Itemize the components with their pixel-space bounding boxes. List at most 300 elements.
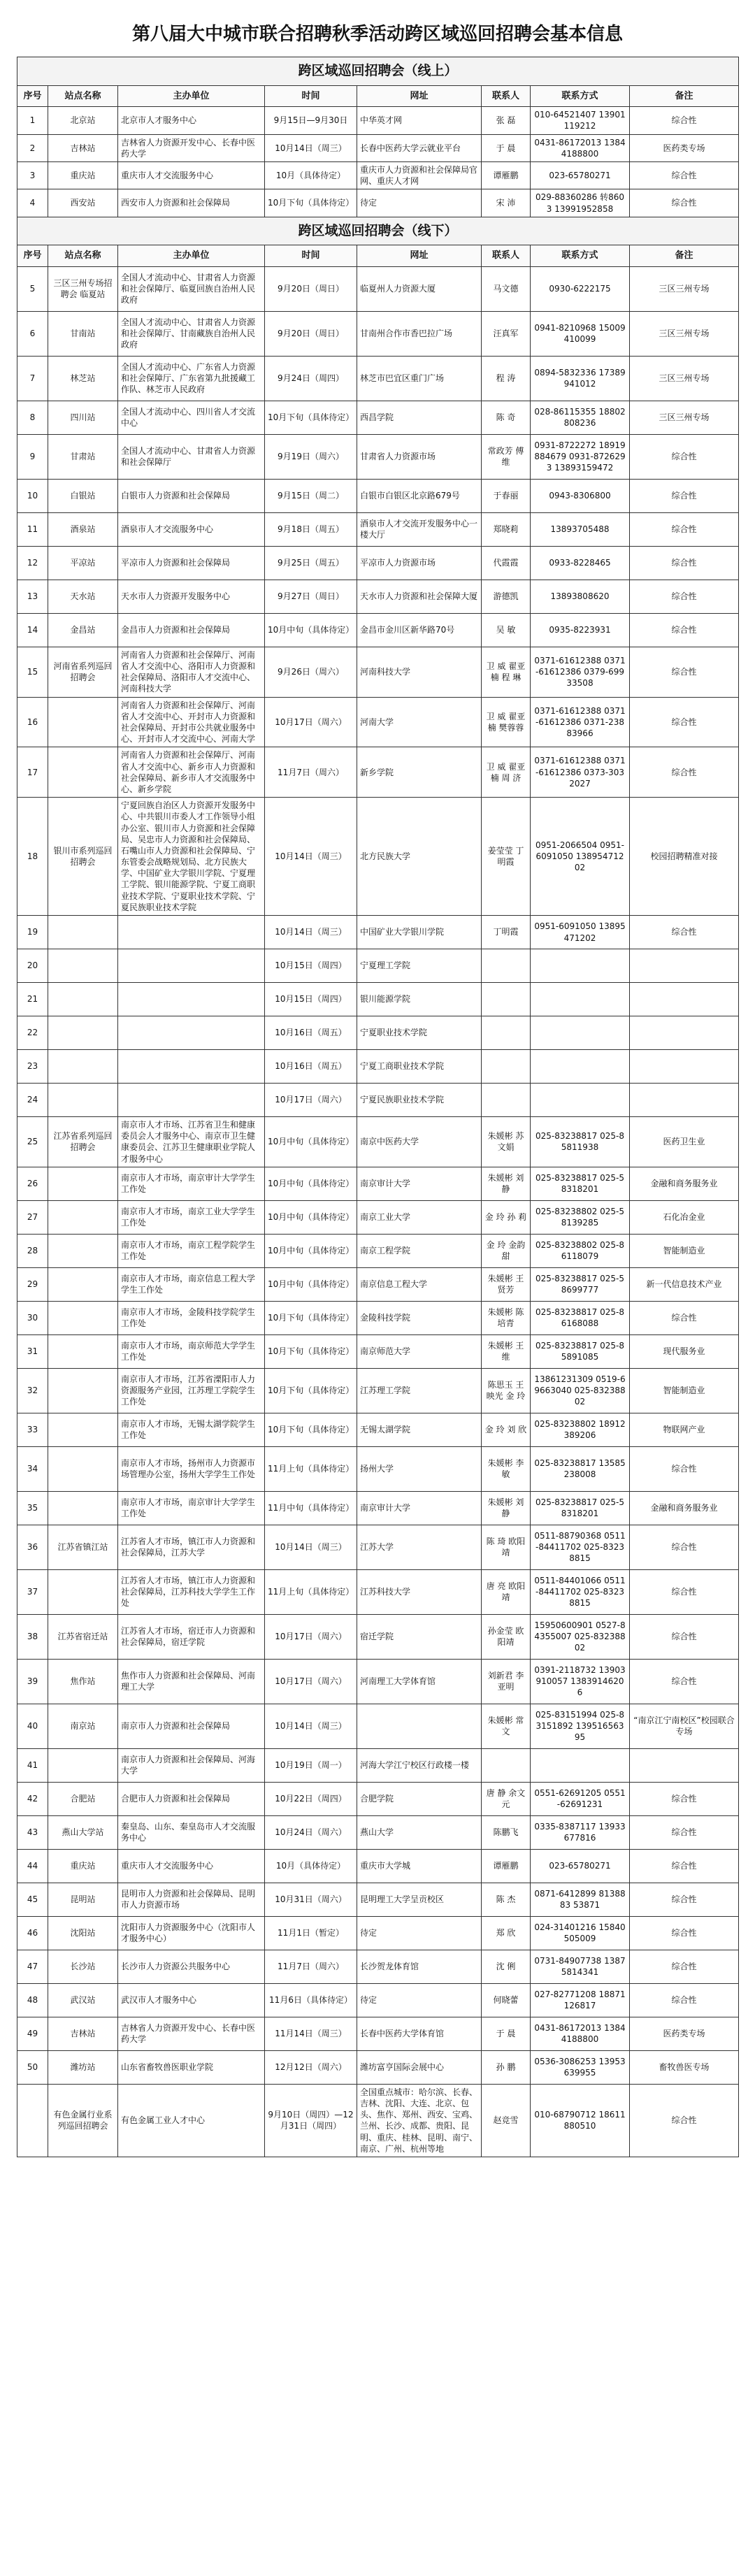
contact-cell: 陈 奇 <box>482 401 531 434</box>
table-row <box>17 2017 739 2050</box>
time-cell: 9月19日（周六） <box>265 434 357 479</box>
organizer-cell: 河南省人力资源和社会保障厅、河南省人才交流中心、新乡市人力资源和社会保障局、新乡市人才交流服务中心、新乡学院 <box>118 747 265 798</box>
contact-cell: 刘新君 李亚明 <box>482 1659 531 1704</box>
contact-cell: 于春丽 <box>482 479 531 512</box>
organizer-cell: 河南省人力资源和社会保障厅、河南省人才交流中心、开封市人力资源和社会保障局、开封市公共就业服务中心、开封市人才交流中心、河南大学 <box>118 697 265 747</box>
station-cell <box>48 1267 118 1301</box>
station-cell <box>48 1368 118 1413</box>
phone-cell: 025-83238802 025-86118079 <box>531 1234 630 1267</box>
time-cell: 10月24日（周六） <box>265 1815 357 1849</box>
contact-cell: 唐 亮 欧阳靖 <box>482 1569 531 1614</box>
contact-cell: 沈 俐 <box>482 1950 531 1983</box>
table-row <box>17 1916 739 1950</box>
note-cell: 现代服务业 <box>630 1334 739 1368</box>
seq-cell: 37 <box>17 1569 48 1614</box>
venue-cell: 无锡太湖学院 <box>357 1413 482 1446</box>
table-row <box>17 1491 739 1525</box>
venue-cell: 扬州大学 <box>357 1446 482 1491</box>
station-cell: 吉林站 <box>48 2017 118 2050</box>
contact-cell: 汪真军 <box>482 311 531 356</box>
phone-cell: 13893808620 <box>531 580 630 613</box>
station-cell: 甘肃站 <box>48 434 118 479</box>
contact-cell: 张 磊 <box>482 107 531 134</box>
seq-cell: 18 <box>17 798 48 916</box>
note-cell: 校园招聘精准对接 <box>630 798 739 916</box>
organizer-cell: 山东省畜牧兽医职业学院 <box>118 2050 265 2084</box>
note-cell: 综合性 <box>630 1569 739 1614</box>
time-cell: 9月20日（周日） <box>265 266 357 311</box>
time-cell: 9月18日（周五） <box>265 512 357 546</box>
table-row <box>17 580 739 613</box>
seq-cell: 4 <box>17 189 48 217</box>
time-cell: 10月15日（周四） <box>265 983 357 1016</box>
contact-cell: 朱媛彬 王贤芳 <box>482 1267 531 1301</box>
seq-cell: 20 <box>17 949 48 983</box>
seq-cell: 3 <box>17 161 48 189</box>
seq-cell: 46 <box>17 1916 48 1950</box>
station-cell: 焦作站 <box>48 1659 118 1704</box>
venue-cell: 宿迁学院 <box>357 1614 482 1659</box>
seq-cell: 10 <box>17 479 48 512</box>
organizer-cell: 南京市人才市场，金陵科技学院学生工作处 <box>118 1301 265 1334</box>
table-row <box>17 134 739 161</box>
note-cell: 综合性 <box>630 1849 739 1883</box>
station-cell: 燕山大学站 <box>48 1815 118 1849</box>
venue-cell: 天水市人力资源和社会保障大厦 <box>357 580 482 613</box>
contact-cell: 陈 琦 欧阳靖 <box>482 1525 531 1569</box>
column-header: 网址 <box>357 85 482 107</box>
section-title: 跨区域巡回招聘会（线上） <box>17 57 739 86</box>
contact-cell: 陈 杰 <box>482 1883 531 1916</box>
venue-cell: 南京审计大学 <box>357 1167 482 1200</box>
time-cell: 10月31日（周六） <box>265 1883 357 1916</box>
organizer-cell: 重庆市人才交流服务中心 <box>118 161 265 189</box>
contact-cell: 朱媛彬 王 维 <box>482 1334 531 1368</box>
table-row <box>17 546 739 580</box>
note-cell: 综合性 <box>630 189 739 217</box>
venue-cell: 河南大学 <box>357 697 482 747</box>
venue-cell: 长春中医药大学云就业平台 <box>357 134 482 161</box>
note-cell: 综合性 <box>630 613 739 647</box>
phone-cell: 028-86115355 18802808236 <box>531 401 630 434</box>
note-cell: 综合性 <box>630 1950 739 1983</box>
table-row <box>17 1267 739 1301</box>
venue-cell: 南京工程学院 <box>357 1234 482 1267</box>
contact-cell: 谭雁鹏 <box>482 161 531 189</box>
time-cell: 10月中旬（具体待定） <box>265 1267 357 1301</box>
station-cell: 有色金属行业系列巡回招聘会 <box>48 2084 118 2157</box>
seq-cell <box>17 2084 48 2157</box>
venue-cell: 甘肃省人力资源市场 <box>357 434 482 479</box>
phone-cell: 13861231309 0519-69663040 025-83238802 <box>531 1368 630 1413</box>
station-cell <box>48 1491 118 1525</box>
seq-cell: 29 <box>17 1267 48 1301</box>
note-cell: 综合性 <box>630 1782 739 1815</box>
organizer-cell: 南京市人才市场，南京工业大学学生工作处 <box>118 1200 265 1234</box>
table-row <box>17 1815 739 1849</box>
contact-cell <box>482 1748 531 1782</box>
organizer-cell <box>118 949 265 983</box>
note-cell: 医药卫生业 <box>630 1117 739 1167</box>
note-cell: 综合性 <box>630 1983 739 2017</box>
seq-cell: 14 <box>17 613 48 647</box>
time-cell: 11月上旬（具体待定） <box>265 1569 357 1614</box>
phone-cell: 0536-3086253 13953639955 <box>531 2050 630 2084</box>
column-header: 站点名称 <box>48 85 118 107</box>
time-cell: 9月26日（周六） <box>265 647 357 697</box>
note-cell: 新一代信息技术产业 <box>630 1267 739 1301</box>
column-header: 站点名称 <box>48 245 118 267</box>
table-row <box>17 189 739 217</box>
station-cell <box>48 697 118 747</box>
station-cell: 重庆站 <box>48 1849 118 1883</box>
note-cell: 医药类专场 <box>630 2017 739 2050</box>
phone-cell: 027-82771208 18871126817 <box>531 1983 630 2017</box>
seq-cell: 39 <box>17 1659 48 1704</box>
table-row <box>17 747 739 798</box>
phone-cell: 025-83238817 025-86168088 <box>531 1301 630 1334</box>
venue-cell: 长沙贺龙体育馆 <box>357 1950 482 1983</box>
column-header: 联系方式 <box>531 245 630 267</box>
seq-cell: 21 <box>17 983 48 1016</box>
organizer-cell: 南京市人才市场，无锡太湖学院学生工作处 <box>118 1413 265 1446</box>
phone-cell: 025-83151994 025-83151892 13951656395 <box>531 1704 630 1748</box>
contact-cell: 宋 沛 <box>482 189 531 217</box>
table-row <box>17 266 739 311</box>
seq-cell: 15 <box>17 647 48 697</box>
contact-cell: 代霞霞 <box>482 546 531 580</box>
note-cell: 物联网产业 <box>630 1413 739 1446</box>
seq-cell: 23 <box>17 1050 48 1084</box>
contact-cell: 陈思玉 王映光 金 玲 <box>482 1368 531 1413</box>
venue-cell: 中华英才网 <box>357 107 482 134</box>
organizer-cell: 西安市人力资源和社会保障局 <box>118 189 265 217</box>
station-cell: 酒泉站 <box>48 512 118 546</box>
venue-cell: 河海大学江宁校区行政楼一楼 <box>357 1748 482 1782</box>
venue-cell: 宁夏理工学院 <box>357 949 482 983</box>
time-cell: 10月下旬（具体待定） <box>265 1413 357 1446</box>
station-cell: 林芝站 <box>48 356 118 401</box>
station-cell: 合肥站 <box>48 1782 118 1815</box>
table-header-row <box>17 85 739 107</box>
column-header: 联系方式 <box>531 85 630 107</box>
note-cell: 三区三州专场 <box>630 401 739 434</box>
contact-cell: 孙金莹 欧阳靖 <box>482 1614 531 1659</box>
seq-cell: 27 <box>17 1200 48 1234</box>
venue-cell: 昆明理工大学呈贡校区 <box>357 1883 482 1916</box>
organizer-cell: 平凉市人力资源和社会保障局 <box>118 546 265 580</box>
station-cell <box>48 1301 118 1334</box>
venue-cell: 全国重点城市：哈尔滨、长春、吉林、沈阳、大连、北京、包头、焦作、郑州、西安、宝鸡、兰州、长沙、成都、贵阳、昆明、重庆、桂林、昆明、南宁、南京、广州、杭州等地 <box>357 2084 482 2157</box>
contact-cell: 卫 威 翟亚楠 程 琳 <box>482 647 531 697</box>
table-row <box>17 983 739 1016</box>
column-header: 备注 <box>630 245 739 267</box>
seq-cell: 16 <box>17 697 48 747</box>
phone-cell <box>531 983 630 1016</box>
note-cell: 综合性 <box>630 1446 739 1491</box>
station-cell: 河南省系列巡回招聘会 <box>48 647 118 697</box>
online-section-header <box>17 57 739 86</box>
phone-cell: 13893705488 <box>531 512 630 546</box>
venue-cell: 待定 <box>357 1983 482 2017</box>
time-cell: 10月14日（周三） <box>265 1525 357 1569</box>
phone-cell: 0731-84907738 13875814341 <box>531 1950 630 1983</box>
table-row <box>17 2084 739 2157</box>
phone-cell: 15950600901 0527-84355007 025-83238802 <box>531 1614 630 1659</box>
note-cell: 畜牧兽医专场 <box>630 2050 739 2084</box>
contact-cell <box>482 1016 531 1050</box>
station-cell <box>48 983 118 1016</box>
table-row <box>17 916 739 949</box>
venue-cell <box>357 1704 482 1748</box>
venue-cell: 酒泉市人才交流开发服务中心一楼大厅 <box>357 512 482 546</box>
seq-cell: 32 <box>17 1368 48 1413</box>
time-cell: 10月14日（周三） <box>265 134 357 161</box>
time-cell: 9月10日（周四）—12月31日（周四） <box>265 2084 357 2157</box>
contact-cell <box>482 949 531 983</box>
table-row <box>17 1983 739 2017</box>
table-row <box>17 1084 739 1117</box>
time-cell: 10月17日（周六） <box>265 697 357 747</box>
station-cell: 长沙站 <box>48 1950 118 1983</box>
note-cell <box>630 949 739 983</box>
seq-cell: 41 <box>17 1748 48 1782</box>
table-row <box>17 1368 739 1413</box>
venue-cell: 中国矿业大学银川学院 <box>357 916 482 949</box>
time-cell: 9月25日（周五） <box>265 546 357 580</box>
station-cell: 江苏省宿迁站 <box>48 1614 118 1659</box>
station-cell <box>48 1050 118 1084</box>
seq-cell: 24 <box>17 1084 48 1117</box>
venue-cell: 合肥学院 <box>357 1782 482 1815</box>
station-cell: 天水站 <box>48 580 118 613</box>
phone-cell: 025-83238817 025-85891085 <box>531 1334 630 1368</box>
venue-cell: 银川能源学院 <box>357 983 482 1016</box>
station-cell: 吉林站 <box>48 134 118 161</box>
table-row <box>17 1614 739 1659</box>
time-cell: 10月16日（周五） <box>265 1016 357 1050</box>
phone-cell: 0431-86172013 13844188800 <box>531 2017 630 2050</box>
seq-cell: 45 <box>17 1883 48 1916</box>
phone-cell: 025-83238817 025-58699777 <box>531 1267 630 1301</box>
table-row <box>17 1117 739 1167</box>
column-header: 联系人 <box>482 85 531 107</box>
venue-cell: 江苏理工学院 <box>357 1368 482 1413</box>
note-cell: 综合性 <box>630 747 739 798</box>
station-cell: 金昌站 <box>48 613 118 647</box>
station-cell <box>48 1167 118 1200</box>
contact-cell: 卫 威 翟亚楠 周 济 <box>482 747 531 798</box>
organizer-cell: 全国人才流动中心、甘肃省人力资源和社会保障厅 <box>118 434 265 479</box>
time-cell: 10月（具体待定） <box>265 1849 357 1883</box>
note-cell: 综合性 <box>630 1659 739 1704</box>
venue-cell: 白银市白银区北京路679号 <box>357 479 482 512</box>
organizer-cell: 秦皇岛、山东、秦皇岛市人才交流服务中心 <box>118 1815 265 1849</box>
phone-cell: 0951-6091050 13895471202 <box>531 916 630 949</box>
time-cell: 10月17日（周六） <box>265 1659 357 1704</box>
seq-cell: 6 <box>17 311 48 356</box>
seq-cell: 26 <box>17 1167 48 1200</box>
table-row <box>17 434 739 479</box>
table-row <box>17 1446 739 1491</box>
organizer-cell: 南京市人才市场，南京审计大学学生工作处 <box>118 1167 265 1200</box>
time-cell: 11月14日（周三） <box>265 2017 357 2050</box>
organizer-cell: 焦作市人力资源和社会保障局、河南理工大学 <box>118 1659 265 1704</box>
venue-cell: 南京师范大学 <box>357 1334 482 1368</box>
seq-cell: 47 <box>17 1950 48 1983</box>
phone-cell: 0935-8223931 <box>531 613 630 647</box>
station-cell <box>48 949 118 983</box>
organizer-cell: 有色金属工业人才中心 <box>118 2084 265 2157</box>
station-cell <box>48 1334 118 1368</box>
phone-cell: 023-65780271 <box>531 161 630 189</box>
contact-cell: 金 玲 刘 欣 <box>482 1413 531 1446</box>
column-header: 网址 <box>357 245 482 267</box>
table-row <box>17 1883 739 1916</box>
time-cell: 10月中旬（具体待定） <box>265 1200 357 1234</box>
phone-cell: 025-83238802 18912389206 <box>531 1413 630 1446</box>
venue-cell: 宁夏民族职业技术学院 <box>357 1084 482 1117</box>
venue-cell: 甘南州合作市香巴拉广场 <box>357 311 482 356</box>
table-row <box>17 949 739 983</box>
organizer-cell: 金昌市人力资源和社会保障局 <box>118 613 265 647</box>
table-row <box>17 697 739 747</box>
venue-cell: 新乡学院 <box>357 747 482 798</box>
table-row <box>17 1200 739 1234</box>
organizer-cell <box>118 983 265 1016</box>
phone-cell: 0371-61612388 0371-61612386 0379-69933508 <box>531 647 630 697</box>
venue-cell: 金昌市金川区新华路70号 <box>357 613 482 647</box>
station-cell: 平凉站 <box>48 546 118 580</box>
seq-cell: 48 <box>17 1983 48 2017</box>
table-row <box>17 1050 739 1084</box>
venue-cell: 河南科技大学 <box>357 647 482 697</box>
time-cell: 9月15日—9月30日 <box>265 107 357 134</box>
note-cell: 综合性 <box>630 1883 739 1916</box>
station-cell: 江苏省系列巡回招聘会 <box>48 1117 118 1167</box>
seq-cell: 9 <box>17 434 48 479</box>
note-cell <box>630 1016 739 1050</box>
contact-cell: 赵竞雪 <box>482 2084 531 2157</box>
time-cell: 9月15日（周二） <box>265 479 357 512</box>
time-cell: 10月下旬（具体待定） <box>265 1334 357 1368</box>
station-cell: 白银站 <box>48 479 118 512</box>
station-cell: 江苏省镇江站 <box>48 1525 118 1569</box>
contact-cell: 陈鹏飞 <box>482 1815 531 1849</box>
column-header: 主办单位 <box>118 85 265 107</box>
table-row <box>17 1301 739 1334</box>
seq-cell: 49 <box>17 2017 48 2050</box>
organizer-cell: 河南省人力资源和社会保障厅、河南省人才交流中心、洛阳市人力资源和社会保障局、洛阳市人才交流中心、河南科技大学 <box>118 647 265 697</box>
organizer-cell: 吉林省人力资源开发中心、长春中医药大学 <box>118 2017 265 2050</box>
time-cell: 10月22日（周四） <box>265 1782 357 1815</box>
seq-cell: 1 <box>17 107 48 134</box>
venue-cell: 重庆市大学城 <box>357 1849 482 1883</box>
venue-cell: 江苏科技大学 <box>357 1569 482 1614</box>
phone-cell: 0894-5832336 17389941012 <box>531 356 630 401</box>
table-row <box>17 798 739 916</box>
station-cell <box>48 1413 118 1446</box>
table-row <box>17 1569 739 1614</box>
venue-cell: 宁夏职业技术学院 <box>357 1016 482 1050</box>
organizer-cell: 全国人才流动中心、广东省人力资源和社会保障厅、广东省第九批援藏工作队、林芝市人民政府 <box>118 356 265 401</box>
time-cell: 10月中旬（具体待定） <box>265 1117 357 1167</box>
contact-cell: 孙 鹏 <box>482 2050 531 2084</box>
venue-cell: 南京信息工程大学 <box>357 1267 482 1301</box>
seq-cell: 36 <box>17 1525 48 1569</box>
note-cell: 综合性 <box>630 512 739 546</box>
seq-cell: 7 <box>17 356 48 401</box>
table-row <box>17 647 739 697</box>
organizer-cell: 南京市人才市场，扬州市人力资源市场管理办公室，扬州大学学生工作处 <box>118 1446 265 1491</box>
note-cell: 综合性 <box>630 697 739 747</box>
contact-cell: 游德凯 <box>482 580 531 613</box>
organizer-cell: 合肥市人力资源和社会保障局 <box>118 1782 265 1815</box>
phone-cell <box>531 949 630 983</box>
station-cell: 潍坊站 <box>48 2050 118 2084</box>
note-cell: 综合性 <box>630 1614 739 1659</box>
organizer-cell: 宁夏回族自治区人力资源开发服务中心、中共银川市委人才工作领导小组办公室、银川市人力资源和社会保障局、吴忠市人力资源和社会保障局、石嘴山市人力资源和社会保障局、宁东管委会战略规划局、北方民族大学、中国矿业大学银川学院、宁夏理工学院、银川能源学院、宁夏工商职业技术学院、宁夏职业技术学院、宁夏民族职业技术学院 <box>118 798 265 916</box>
contact-cell <box>482 1050 531 1084</box>
station-cell <box>48 1748 118 1782</box>
contact-cell: 朱媛彬 李 敏 <box>482 1446 531 1491</box>
note-cell: 综合性 <box>630 1916 739 1950</box>
venue-cell: 西昌学院 <box>357 401 482 434</box>
time-cell: 10月14日（周三） <box>265 1704 357 1748</box>
contact-cell: 丁明霞 <box>482 916 531 949</box>
note-cell: 石化冶金业 <box>630 1200 739 1234</box>
contact-cell: 郑 欣 <box>482 1916 531 1950</box>
phone-cell: 0371-61612388 0371-61612386 0373-3032027 <box>531 747 630 798</box>
contact-cell: 于 晨 <box>482 2017 531 2050</box>
time-cell: 11月6日（具体待定） <box>265 1983 357 2017</box>
organizer-cell: 南京市人才市场，南京师范大学学生工作处 <box>118 1334 265 1368</box>
phone-cell: 023-65780271 <box>531 1849 630 1883</box>
station-cell: 南京站 <box>48 1704 118 1748</box>
table-row <box>17 1334 739 1368</box>
time-cell: 9月27日（周日） <box>265 580 357 613</box>
phone-cell <box>531 1016 630 1050</box>
station-cell <box>48 747 118 798</box>
column-header: 时间 <box>265 85 357 107</box>
organizer-cell <box>118 1084 265 1117</box>
seq-cell: 38 <box>17 1614 48 1659</box>
seq-cell: 34 <box>17 1446 48 1491</box>
organizer-cell: 全国人才流动中心、甘肃省人力资源和社会保障厅、甘南藏族自治州人民政府 <box>118 311 265 356</box>
note-cell: 综合性 <box>630 546 739 580</box>
phone-cell: 025-83238817 025-58318201 <box>531 1167 630 1200</box>
phone-cell: 0391-2118732 13903910057 13839146206 <box>531 1659 630 1704</box>
venue-cell: 燕山大学 <box>357 1815 482 1849</box>
table-row <box>17 1704 739 1748</box>
station-cell <box>48 1446 118 1491</box>
time-cell: 10月14日（周三） <box>265 798 357 916</box>
phone-cell: 0431-86172013 13844188800 <box>531 134 630 161</box>
venue-cell: 平凉市人力资源市场 <box>357 546 482 580</box>
table-row <box>17 2050 739 2084</box>
contact-cell: 郑晓莉 <box>482 512 531 546</box>
time-cell: 10月下旬（具体待定） <box>265 1368 357 1413</box>
table-row <box>17 107 739 134</box>
contact-cell: 朱媛彬 常 文 <box>482 1704 531 1748</box>
organizer-cell: 全国人才流动中心、甘肃省人力资源和社会保障厅、临夏回族自治州人民政府 <box>118 266 265 311</box>
seq-cell: 2 <box>17 134 48 161</box>
venue-cell: 长春中医药大学体育馆 <box>357 2017 482 2050</box>
table-header-row <box>17 245 739 267</box>
time-cell: 11月1日（暂定） <box>265 1916 357 1950</box>
time-cell: 10月（具体待定） <box>265 161 357 189</box>
time-cell: 10月14日（周三） <box>265 916 357 949</box>
